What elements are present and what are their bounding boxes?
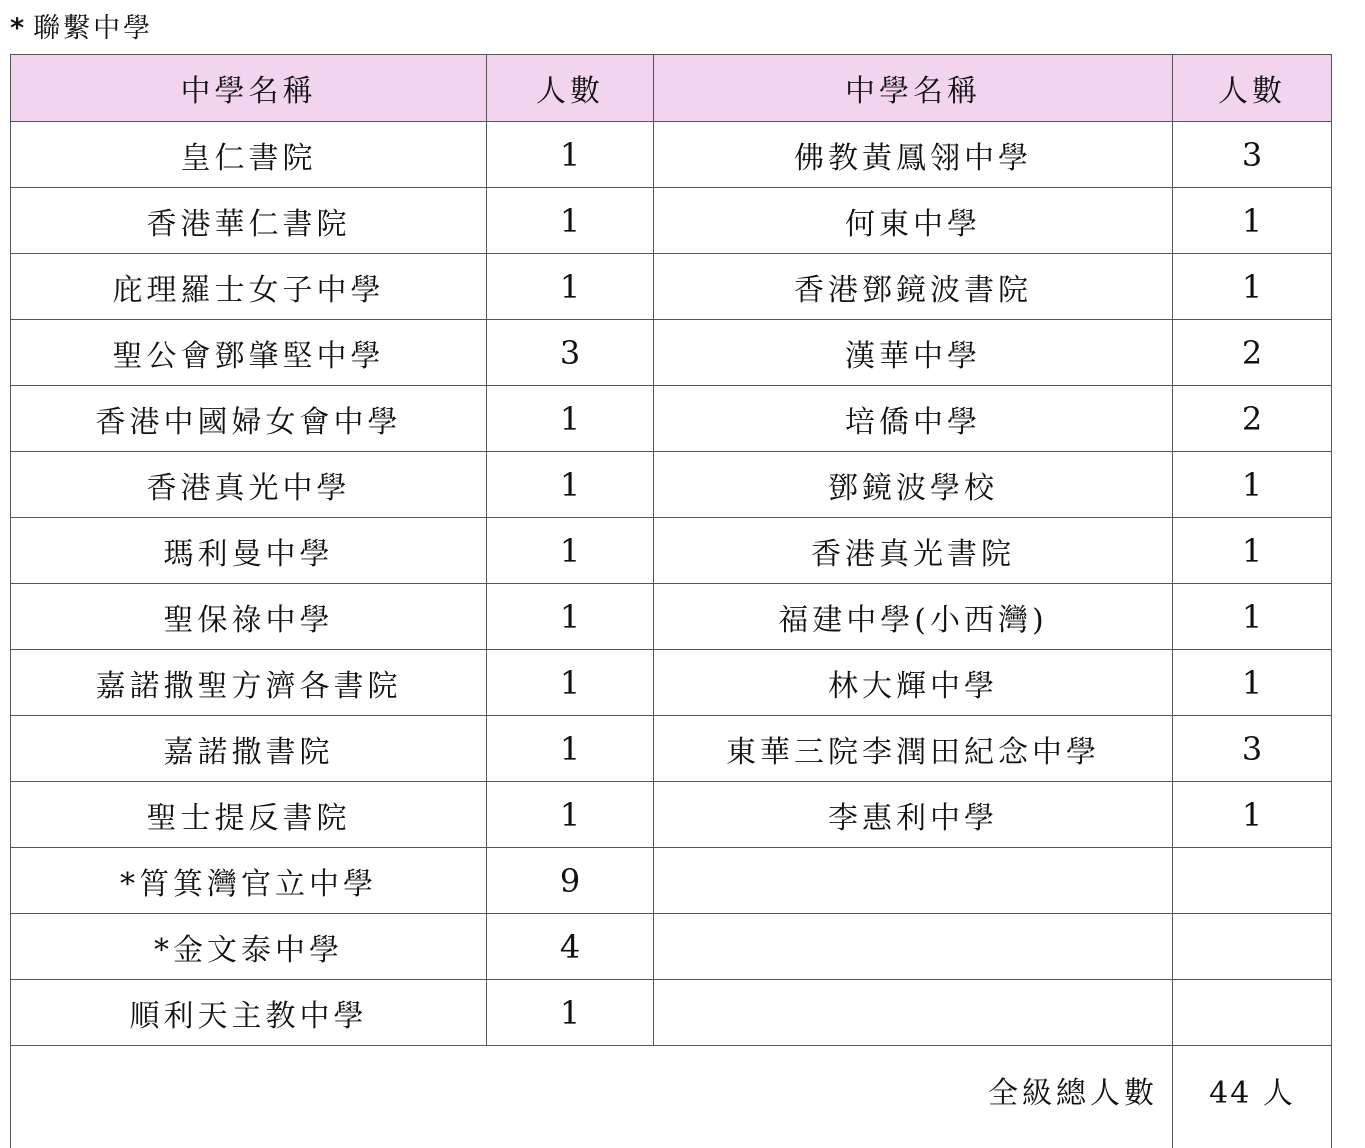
school-name-cell: 李惠利中學	[654, 782, 1173, 848]
school-name-cell: 香港中國婦女會中學	[11, 386, 487, 452]
school-name-cell: 鄧鏡波學校	[654, 452, 1173, 518]
school-name-cell	[654, 848, 1173, 914]
count-cell: 3	[1173, 716, 1332, 782]
table-row	[11, 452, 1332, 518]
school-name-cell: 庇理羅士女子中學	[11, 254, 487, 320]
school-name-cell: 培僑中學	[654, 386, 1173, 452]
school-name-cell: 福建中學(小西灣)	[654, 584, 1173, 650]
school-enrollment-table	[10, 54, 1332, 1148]
school-name-cell: 香港真光中學	[11, 452, 487, 518]
count-cell: 2	[1173, 320, 1332, 386]
table-row	[11, 650, 1332, 716]
count-cell: 1	[1173, 518, 1332, 584]
count-cell: 1	[487, 188, 654, 254]
count-cell: 1	[487, 584, 654, 650]
header-count-left: 人數	[487, 55, 654, 122]
table-header-row	[11, 55, 1332, 122]
school-name-cell: *金文泰中學	[11, 914, 487, 980]
count-cell: 1	[1173, 452, 1332, 518]
school-name-cell	[654, 980, 1173, 1046]
table-row	[11, 518, 1332, 584]
header-school-name-left: 中學名稱	[11, 55, 487, 122]
school-name-cell: 林大輝中學	[654, 650, 1173, 716]
total-value: 44 人	[1173, 1046, 1332, 1148]
school-name-cell: *筲箕灣官立中學	[11, 848, 487, 914]
table-row	[11, 188, 1332, 254]
table-row	[11, 584, 1332, 650]
total-label: 全級總人數	[11, 1046, 1173, 1148]
count-cell: 1	[487, 980, 654, 1046]
school-name-cell: 東華三院李潤田紀念中學	[654, 716, 1173, 782]
school-name-cell: 聖公會鄧肇堅中學	[11, 320, 487, 386]
count-cell: 1	[1173, 584, 1332, 650]
school-name-cell: 何東中學	[654, 188, 1173, 254]
table-row	[11, 980, 1332, 1046]
table-row	[11, 254, 1332, 320]
count-cell: 1	[487, 782, 654, 848]
header-count-right: 人數	[1173, 55, 1332, 122]
count-cell: 1	[487, 122, 654, 188]
school-name-cell: 香港真光書院	[654, 518, 1173, 584]
count-cell	[1173, 980, 1332, 1046]
school-name-cell: 順利天主教中學	[11, 980, 487, 1046]
school-name-cell: 瑪利曼中學	[11, 518, 487, 584]
school-name-cell: 聖保祿中學	[11, 584, 487, 650]
school-name-cell: 嘉諾撒書院	[11, 716, 487, 782]
count-cell: 1	[487, 716, 654, 782]
note-text: 聯繫中學	[33, 13, 153, 44]
school-name-cell	[654, 914, 1173, 980]
header-school-name-right: 中學名稱	[654, 55, 1173, 122]
count-cell: 3	[487, 320, 654, 386]
count-cell: 1	[487, 386, 654, 452]
count-cell: 9	[487, 848, 654, 914]
count-cell: 4	[487, 914, 654, 980]
school-name-cell: 漢華中學	[654, 320, 1173, 386]
table-row	[11, 716, 1332, 782]
school-name-cell: 佛教黃鳳翎中學	[654, 122, 1173, 188]
school-name-cell: 嘉諾撒聖方濟各書院	[11, 650, 487, 716]
school-name-cell: 香港鄧鏡波書院	[654, 254, 1173, 320]
count-cell: 1	[487, 254, 654, 320]
table-row	[11, 320, 1332, 386]
asterisk-marker: *	[10, 13, 27, 44]
count-cell: 1	[1173, 650, 1332, 716]
table-row	[11, 914, 1332, 980]
count-cell	[1173, 848, 1332, 914]
count-cell: 1	[487, 518, 654, 584]
table-row	[11, 848, 1332, 914]
count-cell: 1	[1173, 254, 1332, 320]
count-cell: 3	[1173, 122, 1332, 188]
count-cell: 2	[1173, 386, 1332, 452]
school-name-cell: 皇仁書院	[11, 122, 487, 188]
count-cell: 1	[1173, 782, 1332, 848]
table-row	[11, 386, 1332, 452]
total-row	[11, 1046, 1332, 1148]
count-cell: 1	[1173, 188, 1332, 254]
count-cell: 1	[487, 650, 654, 716]
table-row	[11, 122, 1332, 188]
school-name-cell: 香港華仁書院	[11, 188, 487, 254]
table-row	[11, 782, 1332, 848]
count-cell	[1173, 914, 1332, 980]
school-name-cell: 聖士提反書院	[11, 782, 487, 848]
linked-schools-note	[10, 12, 153, 46]
count-cell: 1	[487, 452, 654, 518]
